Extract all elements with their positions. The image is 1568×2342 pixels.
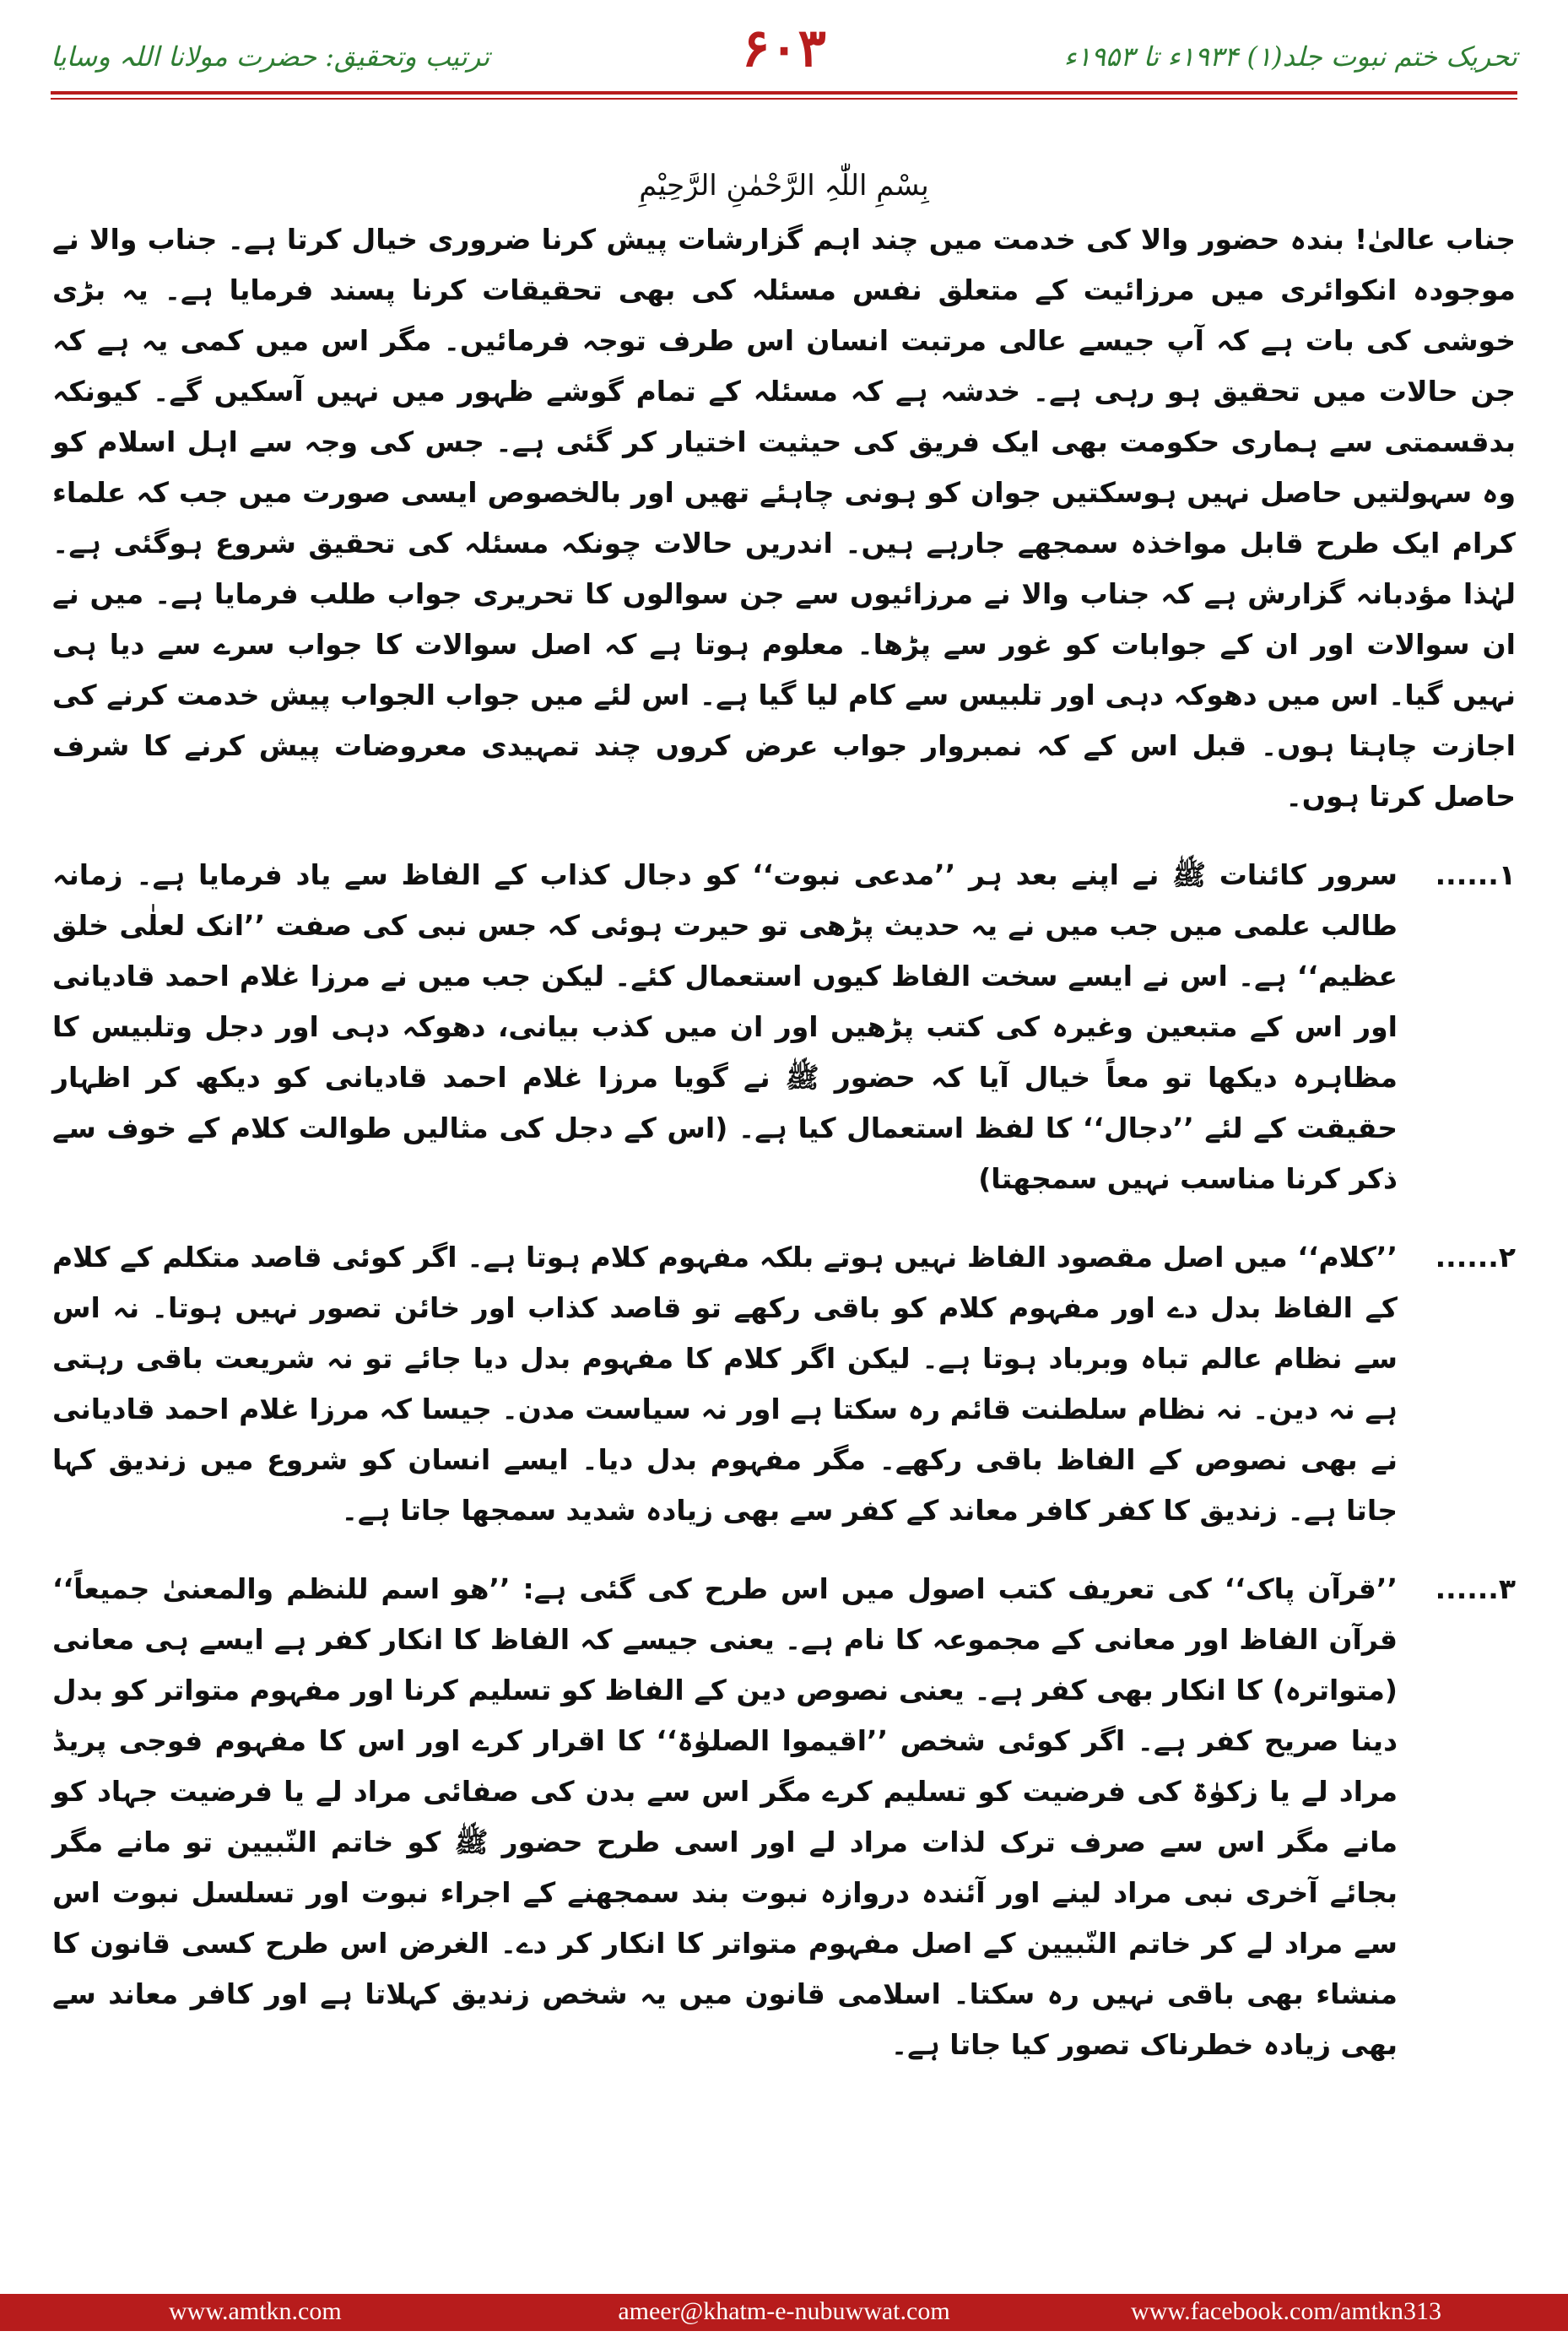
book-title: تحریک ختم نبوت جلد(۱) ۱۹۳۴ء تا ۱۹۵۳ء: [1063, 41, 1517, 73]
page-number: ۶۰۳: [742, 17, 826, 78]
point-text: ’’قرآن پاک‘‘ کی تعریف کتب اصول میں اس طرح کی گئی ہے: ’’ھو اسم للنظم والمعنیٰ جمیعاً‘‘ قرآن الفاظ اور معانی کے مجموعہ کا نام ہے۔ یعنی جیسے کہ الفاظ کا انکار کفر ہے ایسے ہی معانی (متواترہ) کا انکار بھی کفر ہے۔ یعنی نصوص دین کے الفاظ کو تسلیم کرنا اور مفہوم متواتر کو بدل دینا صریح کفر ہے۔ اگر کوئی شخص ’’اقیموا الصلوٰۃ‘‘ کا اقرار کرے اور اس کا مفہوم فوجی پریڈ مراد لے یا زکوٰۃ کی فرضیت کو تسلیم کرے مگر اس سے بدن کی صفائی مراد لے یا فرضیت جہاد کو مانے مگر اس سے صرف ترک لذات مراد لے اور اسی طرح حضور ﷺ کو خاتم النّبیین تو مانے مگر بجائے آخری نبی مراد لینے اور آئندہ دروازہ نبوت بند سمجھنے کے اجراء نبوت اور تسلسل نبوت اس سے مراد لے کر خاتم النّبیین کے اصل مفہوم متواتر کا انکار کر دے۔ الغرض اس طرح کسی قانون کا منشاء بھی باقی نہیں رہ سکتا۔ اسلامی قانون میں یہ شخص زندیق کہلاتا ہے اور کافر معاند سے بھی زیادہ خطرناک تصور کیا جاتا ہے۔: [52, 1572, 1398, 2061]
compiler-credit: ترتیب وتحقیق: حضرت مولانا اللہ وسایا: [51, 41, 490, 73]
point-number: ۳......: [1435, 1572, 1516, 1605]
document-body: [52, 160, 1516, 2253]
numbered-point-2: [52, 1232, 1516, 1536]
numbered-point-1: [52, 850, 1516, 1204]
header-divider: [51, 91, 1517, 95]
email-link[interactable]: ameer@khatm-e-nubuwwat.com: [618, 2297, 950, 2325]
point-text: ’’کلام‘‘ میں اصل مقصود الفاظ نہیں ہوتے بلکہ مفہوم کلام ہوتا ہے۔ اگر کوئی قاصد متکلم کے کلام کے الفاظ بدل دے اور مفہوم کلام کو باقی رکھے تو قاصد کذاب اور خائن تصور نہیں ہوتا۔ نہ اس سے نظام عالم تباہ وبرباد ہوتا ہے۔ لیکن اگر کلام کا مفہوم بدل دیا جائے تو نہ شریعت باقی رہتی ہے نہ دین۔ نہ نظام سلطنت قائم رہ سکتا ہے اور نہ سیاست مدن۔ جیسا کہ مرزا غلام احمد قادیانی نے بھی نصوص کے الفاظ باقی رکھے۔ مگر مفہوم بدل دیا۔ ایسے انسان کو شروع میں زندیق کہا جاتا ہے۔ زندیق کا کفر کافر معاند کے کفر سے بھی زیادہ شدید سمجھا جاتا ہے۔: [52, 1241, 1398, 1527]
facebook-link[interactable]: www.facebook.com/amtkn313: [1131, 2297, 1441, 2325]
intro-paragraph: جناب عالیٰ! بندہ حضور والا کی خدمت میں چند اہم گزارشات پیش کرنا ضروری خیال کرتا ہے۔ جناب والا نے موجودہ انکوائری میں مرزائیت کے متعلق نفس مسئلہ کی بھی تحقیقات کرنا پسند فرمایا ہے۔ یہ بڑی خوشی کی بات ہے کہ آپ جیسے عالی مرتبت انسان اس طرف توجہ فرمائیں۔ مگر اس میں کمی یہ ہے کہ جن حالات میں تحقیق ہو رہی ہے۔ خدشہ ہے کہ مسئلہ کے تمام گوشے ظہور میں نہیں آسکیں گے۔ کیونکہ بدقسمتی سے ہماری حکومت بھی ایک فریق کی حیثیت اختیار کر گئی ہے۔ جس کی وجہ سے اہل اسلام کو وہ سہولتیں حاصل نہیں ہوسکتیں جوان کو ہونی چاہئے تھیں اور بالخصوص ایسی صورت میں جب کہ علماء کرام ایک طرح قابل مواخذہ سمجھے جارہے ہیں۔ اندریں حالات چونکہ مسئلہ کی تحقیق شروع ہوگئی ہے۔ لہٰذا مؤدبانہ گزارش ہے کہ جناب والا نے مرزائیوں سے جن سوالوں کا تحریری جواب طلب فرمایا ہے۔ میں نے ان سوالات اور ان کے جوابات کو غور سے پڑھا۔ معلوم ہوتا ہے کہ اصل سوالات کا جواب سرے سے دیا ہی نہیں گیا۔ اس میں دھوکہ دہی اور تلبیس سے کام لیا گیا ہے۔ اس لئے میں جواب الجواب پیش خدمت کرنے کی اجازت چاہتا ہوں۔ قبل اس کے کہ نمبروار جواب عرض کروں چند تمہیدی معروضات پیش کرنے کا شرف حاصل کرتا ہوں۔: [52, 223, 1516, 813]
website-link[interactable]: www.amtkn.com: [169, 2297, 342, 2325]
header-divider-thin: [51, 98, 1517, 100]
point-number: ۱......: [1435, 858, 1516, 891]
bismillah-heading: بِسْمِ اللّٰہِ الرَّحْمٰنِ الرَّحِیْمِ: [639, 169, 929, 203]
page-footer: [0, 2294, 1568, 2331]
page-header: [51, 17, 1517, 93]
numbered-point-3: [52, 1564, 1516, 2070]
point-text: سرور کائنات ﷺ نے اپنے بعد ہر ’’مدعی نبوت‘‘ کو دجال کذاب کے الفاظ سے یاد فرمایا ہے۔ زمانہ طالب علمی میں جب میں نے یہ حدیث پڑھی تو حیرت ہوئی کہ جس نبی کی صفت ’’انک لعلٰی خلق عظیم‘‘ ہے۔ اس نے ایسے سخت الفاظ کیوں استعمال کئے۔ لیکن جب میں نے مرزا غلام احمد قادیانی اور اس کے متبعین وغیرہ کی کتب پڑھیں اور ان میں کذب بیانی، دھوکہ دہی اور دجل وتلبیس کا مظاہرہ دیکھا تو معاً خیال آیا کہ حضور ﷺ نے گویا مرزا غلام احمد قادیانی کو دیکھ کر اظہار حقیقت کے لئے ’’دجال‘‘ کا لفظ استعمال کیا ہے۔ (اس کے دجل کی مثالیں طوالت کلام کے خوف سے ذکر کرنا مناسب نہیں سمجھتا): [52, 858, 1398, 1195]
point-number: ۲......: [1435, 1241, 1516, 1274]
